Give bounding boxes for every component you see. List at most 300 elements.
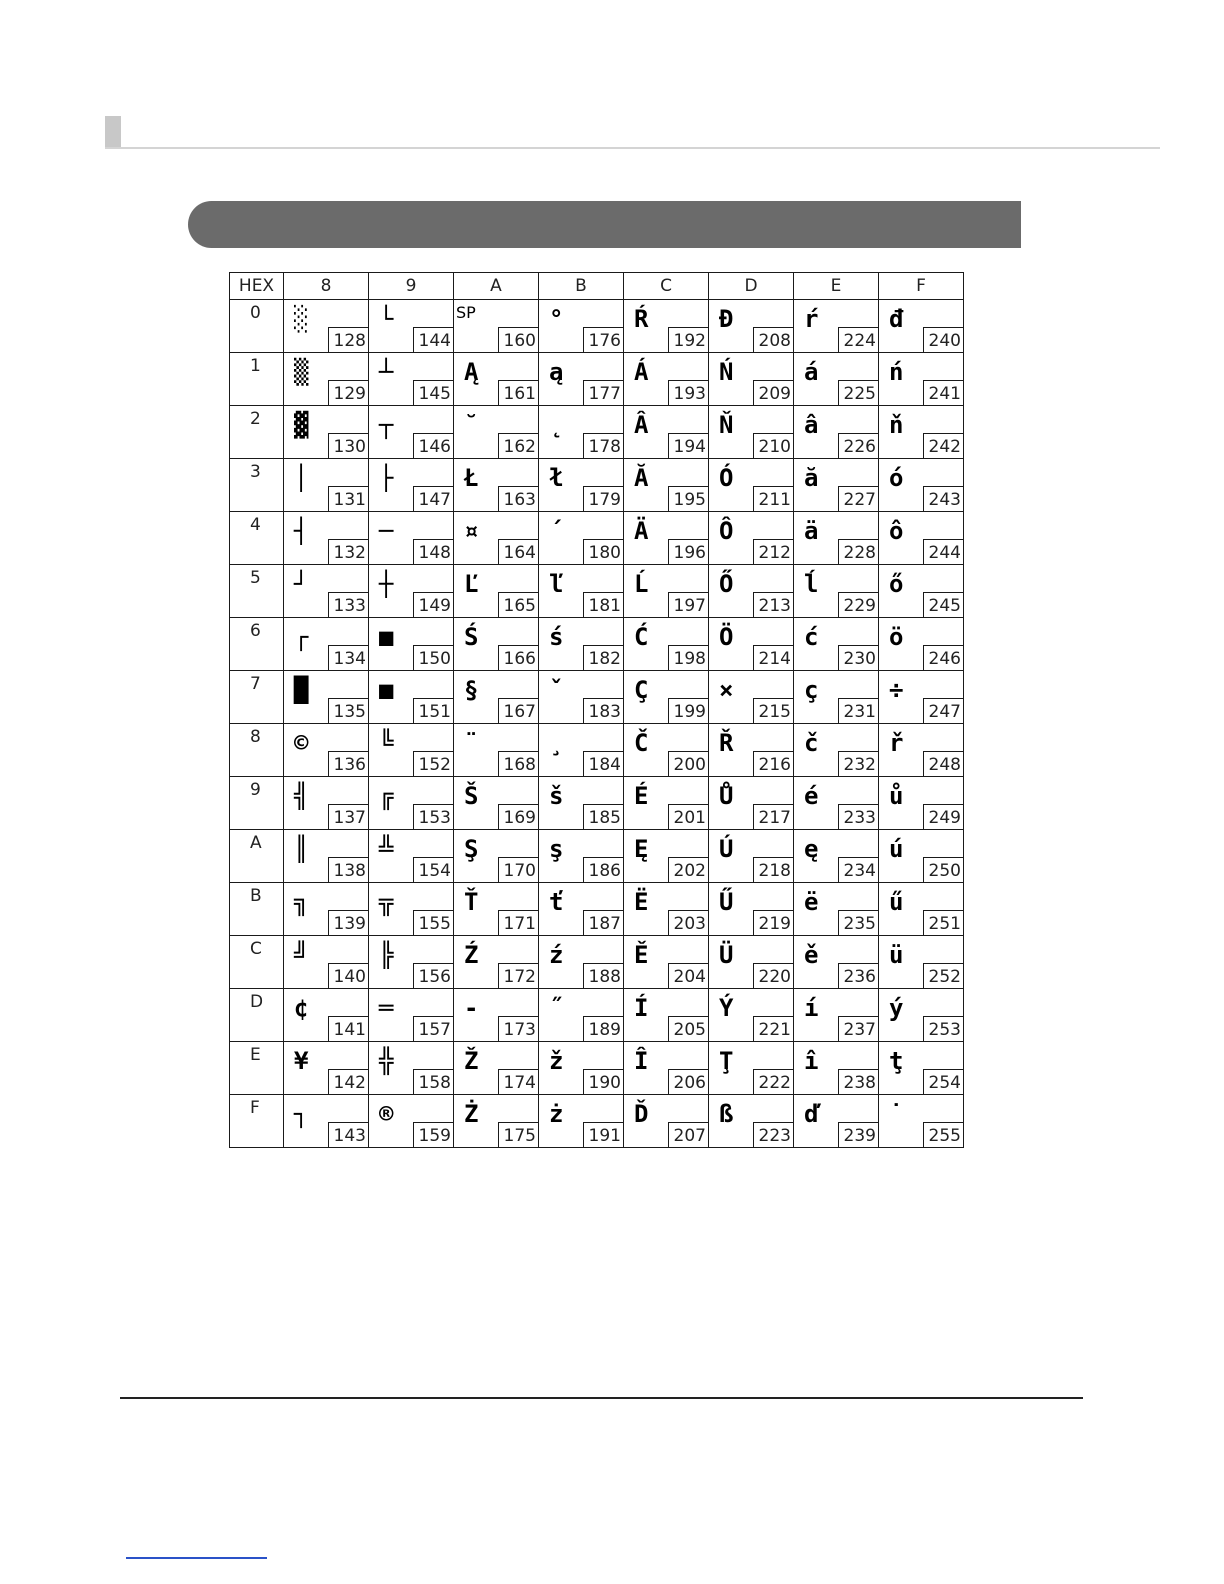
- char-cell: [624, 618, 709, 671]
- decimal-code: 135: [328, 698, 368, 723]
- decimal-code: 142: [328, 1069, 368, 1094]
- char-glyph: ô: [889, 517, 904, 545]
- decimal-code: 255: [923, 1122, 963, 1147]
- row-hex-label: 7: [250, 674, 261, 694]
- table-row: [230, 777, 964, 830]
- char-glyph: Ş: [464, 835, 479, 863]
- char-glyph: ń: [889, 358, 904, 386]
- char-cell: [879, 777, 964, 830]
- char-glyph: Ĺ: [634, 570, 649, 598]
- char-cell: [284, 936, 369, 989]
- char-cell: [879, 459, 964, 512]
- decimal-code: 182: [583, 645, 623, 670]
- char-glyph: ó: [889, 464, 904, 492]
- decimal-code: 210: [753, 433, 793, 458]
- row-header: [230, 1042, 284, 1095]
- decimal-code: 141: [328, 1016, 368, 1041]
- char-glyph: á: [804, 358, 819, 386]
- char-cell: [709, 830, 794, 883]
- char-cell: [709, 459, 794, 512]
- char-cell: [454, 459, 539, 512]
- char-glyph: Ç: [634, 676, 649, 704]
- row-hex-label: E: [250, 1045, 261, 1065]
- char-glyph: Ů: [719, 782, 734, 810]
- char-glyph: ┤: [294, 517, 309, 545]
- char-cell: [369, 671, 454, 724]
- decimal-code: 252: [923, 963, 963, 988]
- char-cell: [369, 830, 454, 883]
- char-cell: [369, 777, 454, 830]
- char-cell: [624, 459, 709, 512]
- char-cell: [539, 830, 624, 883]
- char-glyph: ¤: [464, 517, 479, 545]
- table-row: [230, 671, 964, 724]
- char-cell: [454, 724, 539, 777]
- char-glyph: Ń: [719, 358, 734, 386]
- char-glyph: ž: [549, 1047, 564, 1075]
- char-cell: [794, 565, 879, 618]
- decimal-code: 245: [923, 592, 963, 617]
- char-cell: [284, 406, 369, 459]
- char-glyph: í: [804, 994, 819, 1022]
- row-header: [230, 830, 284, 883]
- char-glyph: Ś: [464, 623, 479, 651]
- char-glyph: ╚: [379, 729, 394, 757]
- decimal-code: 229: [838, 592, 878, 617]
- decimal-code: 157: [413, 1016, 453, 1041]
- char-glyph: Ć: [634, 623, 649, 651]
- char-glyph: ö: [889, 623, 904, 651]
- decimal-code: 177: [583, 380, 623, 405]
- char-glyph: Ţ: [719, 1047, 734, 1075]
- char-cell: [879, 724, 964, 777]
- decimal-code: 190: [583, 1069, 623, 1094]
- char-cell: [284, 459, 369, 512]
- char-glyph: ě: [804, 941, 819, 969]
- row-header: [230, 989, 284, 1042]
- char-glyph: Đ: [719, 305, 734, 333]
- char-glyph: ľ: [549, 570, 564, 598]
- char-glyph: â: [804, 411, 819, 439]
- decimal-code: 236: [838, 963, 878, 988]
- char-glyph: ś: [549, 623, 564, 651]
- char-cell: [794, 1042, 879, 1095]
- decimal-code: 197: [668, 592, 708, 617]
- decimal-code: 132: [328, 539, 368, 564]
- decimal-code: 181: [583, 592, 623, 617]
- char-cell: [284, 830, 369, 883]
- decimal-code: 232: [838, 751, 878, 776]
- decimal-code: 191: [583, 1122, 623, 1147]
- decimal-code: 156: [413, 963, 453, 988]
- char-cell: [624, 777, 709, 830]
- char-glyph: ▓: [294, 411, 309, 439]
- decimal-code: 160: [498, 327, 538, 352]
- char-glyph: Â: [634, 411, 649, 439]
- decimal-code: 175: [498, 1122, 538, 1147]
- char-glyph: î: [804, 1047, 819, 1075]
- char-glyph: ź: [549, 941, 564, 969]
- decimal-code: 227: [838, 486, 878, 511]
- decimal-code: 169: [498, 804, 538, 829]
- char-glyph: ş: [549, 835, 564, 863]
- table-body: [230, 300, 964, 1148]
- decimal-code: 237: [838, 1016, 878, 1041]
- decimal-code: 242: [923, 433, 963, 458]
- char-glyph: Ě: [634, 941, 649, 969]
- decimal-code: 224: [838, 327, 878, 352]
- row-header: [230, 512, 284, 565]
- decimal-code: 184: [583, 751, 623, 776]
- table-row: [230, 830, 964, 883]
- decimal-code: 247: [923, 698, 963, 723]
- char-glyph: ć: [804, 623, 819, 651]
- table-row: [230, 512, 964, 565]
- decimal-code: 201: [668, 804, 708, 829]
- decimal-code: 203: [668, 910, 708, 935]
- char-cell: [624, 565, 709, 618]
- char-glyph: ß: [719, 1100, 734, 1128]
- char-glyph: §: [464, 676, 479, 704]
- char-glyph: ç: [804, 676, 819, 704]
- decimal-code: 129: [328, 380, 368, 405]
- char-cell: [369, 512, 454, 565]
- char-glyph: ╔: [379, 782, 394, 810]
- decimal-code: 137: [328, 804, 368, 829]
- decimal-code: 145: [413, 380, 453, 405]
- decimal-code: 253: [923, 1016, 963, 1041]
- char-cell: [879, 936, 964, 989]
- char-cell: [369, 883, 454, 936]
- row-hex-label: B: [250, 886, 262, 906]
- char-cell: [794, 1095, 879, 1148]
- char-glyph: ň: [889, 411, 904, 439]
- char-cell: [709, 989, 794, 1042]
- decimal-code: 212: [753, 539, 793, 564]
- char-glyph: ©: [294, 729, 309, 757]
- char-cell: [369, 1042, 454, 1095]
- char-cell: [624, 936, 709, 989]
- char-glyph: é: [804, 782, 819, 810]
- decimal-code: 238: [838, 1069, 878, 1094]
- char-cell: [794, 512, 879, 565]
- decimal-code: 147: [413, 486, 453, 511]
- char-glyph: ő: [889, 570, 904, 598]
- hex-corner-label: HEX: [230, 273, 284, 300]
- char-cell: [879, 883, 964, 936]
- char-cell: [879, 1042, 964, 1095]
- decimal-code: 140: [328, 963, 368, 988]
- char-glyph: ■: [379, 623, 394, 651]
- char-glyph: ═: [379, 994, 394, 1022]
- char-glyph: ą: [549, 358, 564, 386]
- char-cell: [624, 989, 709, 1042]
- decimal-code: 139: [328, 910, 368, 935]
- char-cell: [879, 618, 964, 671]
- char-glyph: ´: [549, 517, 564, 545]
- char-glyph: └: [379, 305, 394, 333]
- char-cell: [709, 1095, 794, 1148]
- column-header: B: [539, 273, 624, 300]
- decimal-code: 208: [753, 327, 793, 352]
- decimal-code: 152: [413, 751, 453, 776]
- char-cell: [624, 671, 709, 724]
- column-header-row: [230, 273, 964, 300]
- char-cell: [454, 512, 539, 565]
- char-glyph: Ż: [464, 1100, 479, 1128]
- decimal-code: 216: [753, 751, 793, 776]
- char-cell: [624, 353, 709, 406]
- char-cell: [369, 618, 454, 671]
- decimal-code: 158: [413, 1069, 453, 1094]
- decimal-code: 230: [838, 645, 878, 670]
- char-glyph: ë: [804, 888, 819, 916]
- decimal-code: 143: [328, 1122, 368, 1147]
- char-cell: [879, 353, 964, 406]
- char-glyph: ╗: [294, 888, 309, 916]
- decimal-code: 199: [668, 698, 708, 723]
- column-header: 9: [369, 273, 454, 300]
- char-glyph: đ: [889, 305, 904, 333]
- char-cell: [794, 830, 879, 883]
- char-cell: [794, 459, 879, 512]
- char-cell: [369, 1095, 454, 1148]
- char-glyph: Ř: [719, 729, 734, 757]
- table-row: [230, 1042, 964, 1095]
- char-cell: [879, 671, 964, 724]
- decimal-code: 200: [668, 751, 708, 776]
- decimal-code: 170: [498, 857, 538, 882]
- char-glyph: ˇ: [549, 676, 564, 704]
- decimal-code: 163: [498, 486, 538, 511]
- char-cell: [284, 1042, 369, 1095]
- table-row: [230, 883, 964, 936]
- row-hex-label: F: [250, 1098, 260, 1118]
- char-glyph: ┴: [379, 358, 394, 386]
- row-header: [230, 777, 284, 830]
- char-cell: [539, 618, 624, 671]
- decimal-code: 193: [668, 380, 708, 405]
- row-hex-label: 9: [250, 780, 261, 800]
- decimal-code: 134: [328, 645, 368, 670]
- row-hex-label: 1: [250, 356, 261, 376]
- decimal-code: 250: [923, 857, 963, 882]
- char-glyph: Ľ: [464, 570, 479, 598]
- decimal-code: 151: [413, 698, 453, 723]
- row-hex-label: D: [250, 992, 264, 1012]
- row-header: [230, 883, 284, 936]
- char-glyph: ż: [549, 1100, 564, 1128]
- decimal-code: 131: [328, 486, 368, 511]
- char-glyph: ¸: [549, 729, 564, 757]
- character-code-table: [229, 272, 964, 1148]
- char-cell: [624, 883, 709, 936]
- char-cell: [539, 671, 624, 724]
- char-cell: [539, 724, 624, 777]
- table-row: [230, 406, 964, 459]
- char-cell: [539, 1095, 624, 1148]
- row-header: [230, 300, 284, 353]
- row-hex-label: A: [250, 833, 262, 853]
- decimal-code: 164: [498, 539, 538, 564]
- char-cell: [879, 565, 964, 618]
- char-cell: [284, 512, 369, 565]
- char-glyph: Ď: [634, 1100, 649, 1128]
- char-cell: [624, 1042, 709, 1095]
- char-glyph: ¥: [294, 1047, 309, 1075]
- char-glyph: ů: [889, 782, 904, 810]
- char-glyph: ▒: [294, 358, 309, 386]
- char-cell: [539, 565, 624, 618]
- char-cell: [794, 406, 879, 459]
- char-glyph: Ă: [634, 464, 649, 492]
- char-glyph: Ë: [634, 888, 649, 916]
- decimal-code: 219: [753, 910, 793, 935]
- char-glyph: Ö: [719, 623, 734, 651]
- char-cell: [794, 883, 879, 936]
- char-cell: [539, 300, 624, 353]
- decimal-code: 241: [923, 380, 963, 405]
- decimal-code: 233: [838, 804, 878, 829]
- char-cell: [454, 936, 539, 989]
- char-cell: [709, 300, 794, 353]
- char-glyph: ┬: [379, 411, 394, 439]
- char-glyph: Ł: [464, 464, 479, 492]
- table-row: [230, 300, 964, 353]
- char-glyph: ║: [294, 835, 309, 863]
- char-cell: [709, 777, 794, 830]
- char-glyph: ╣: [294, 782, 309, 810]
- char-cell: [624, 830, 709, 883]
- char-cell: [284, 724, 369, 777]
- section-marker: [105, 116, 121, 148]
- char-glyph: š: [549, 782, 564, 810]
- char-glyph: Ý: [719, 994, 734, 1022]
- char-glyph: ú: [889, 835, 904, 863]
- row-hex-label: 6: [250, 621, 261, 641]
- char-cell: [454, 1095, 539, 1148]
- char-cell: [879, 989, 964, 1042]
- row-hex-label: 4: [250, 515, 261, 535]
- decimal-code: 173: [498, 1016, 538, 1041]
- decimal-code: 180: [583, 539, 623, 564]
- char-cell: [284, 1095, 369, 1148]
- decimal-code: 161: [498, 380, 538, 405]
- decimal-code: 188: [583, 963, 623, 988]
- char-cell: [539, 777, 624, 830]
- char-cell: [879, 406, 964, 459]
- decimal-code: 167: [498, 698, 538, 723]
- decimal-code: 231: [838, 698, 878, 723]
- char-glyph: Ą: [464, 358, 479, 386]
- char-glyph: ÷: [889, 676, 904, 704]
- char-cell: [709, 618, 794, 671]
- decimal-code: 246: [923, 645, 963, 670]
- decimal-code: 194: [668, 433, 708, 458]
- column-header: F: [879, 273, 964, 300]
- decimal-code: 150: [413, 645, 453, 670]
- row-hex-label: C: [250, 939, 262, 959]
- section-divider: [105, 147, 1160, 149]
- decimal-code: 155: [413, 910, 453, 935]
- char-glyph: ţ: [889, 1047, 904, 1075]
- decimal-code: 209: [753, 380, 793, 405]
- char-glyph: Ô: [719, 517, 734, 545]
- decimal-code: 148: [413, 539, 453, 564]
- char-glyph: Î: [634, 1047, 649, 1075]
- decimal-code: 228: [838, 539, 878, 564]
- char-cell: [369, 353, 454, 406]
- char-cell: [794, 724, 879, 777]
- decimal-code: 195: [668, 486, 708, 511]
- char-cell: [539, 459, 624, 512]
- decimal-code: 144: [413, 327, 453, 352]
- footer-link-underline[interactable]: [126, 1557, 267, 1559]
- char-glyph: É: [634, 782, 649, 810]
- table-row: [230, 565, 964, 618]
- char-cell: [454, 883, 539, 936]
- char-glyph: ť: [549, 888, 564, 916]
- decimal-code: 218: [753, 857, 793, 882]
- char-cell: [454, 777, 539, 830]
- char-glyph: ű: [889, 888, 904, 916]
- char-glyph: ˘: [464, 411, 479, 439]
- decimal-code: 168: [498, 751, 538, 776]
- decimal-code: 196: [668, 539, 708, 564]
- decimal-code: 205: [668, 1016, 708, 1041]
- char-glyph: ¨: [464, 729, 479, 757]
- char-cell: [709, 1042, 794, 1095]
- row-header: [230, 1095, 284, 1148]
- decimal-code: 189: [583, 1016, 623, 1041]
- char-cell: [284, 777, 369, 830]
- char-glyph: ˝: [549, 994, 564, 1022]
- table-row: [230, 353, 964, 406]
- char-cell: [369, 565, 454, 618]
- char-glyph: ę: [804, 835, 819, 863]
- char-glyph: ŕ: [804, 305, 819, 333]
- char-cell: [284, 883, 369, 936]
- char-glyph: ă: [804, 464, 819, 492]
- decimal-code: 176: [583, 327, 623, 352]
- char-cell: [369, 459, 454, 512]
- char-glyph: ■: [379, 676, 394, 704]
- char-glyph: ─: [379, 517, 394, 545]
- char-glyph: Ú: [719, 835, 734, 863]
- char-glyph: ×: [719, 676, 734, 704]
- decimal-code: 149: [413, 592, 453, 617]
- table-row: [230, 459, 964, 512]
- table-row: [230, 724, 964, 777]
- char-cell: [624, 512, 709, 565]
- char-cell: [709, 936, 794, 989]
- decimal-code: 198: [668, 645, 708, 670]
- row-hex-label: 5: [250, 568, 261, 588]
- char-glyph: ĺ: [804, 570, 819, 598]
- char-glyph: Í: [634, 994, 649, 1022]
- char-glyph: Ť: [464, 888, 479, 916]
- decimal-code: 251: [923, 910, 963, 935]
- char-cell: [539, 353, 624, 406]
- char-glyph: │: [294, 464, 309, 492]
- char-glyph: Ź: [464, 941, 479, 969]
- char-cell: [709, 565, 794, 618]
- decimal-code: 162: [498, 433, 538, 458]
- char-cell: [369, 989, 454, 1042]
- char-glyph: ˙: [889, 1100, 904, 1128]
- char-glyph: Ę: [634, 835, 649, 863]
- decimal-code: 243: [923, 486, 963, 511]
